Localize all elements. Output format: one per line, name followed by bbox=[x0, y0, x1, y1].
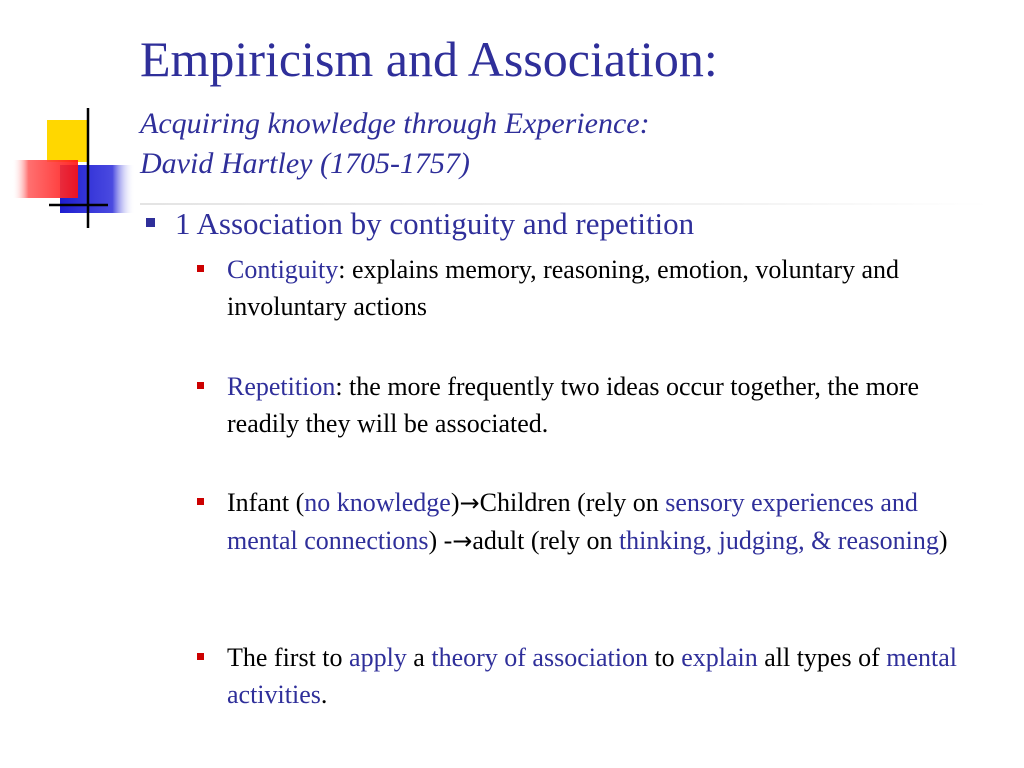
term-contiguity: Contiguity bbox=[227, 255, 339, 284]
slide-title: Empiricism and Association: bbox=[140, 31, 718, 87]
theory-highlight: theory of association bbox=[431, 643, 648, 672]
decorative-squares-logo bbox=[0, 0, 140, 240]
explain-highlight: explain bbox=[681, 643, 758, 672]
level1-bullet bbox=[140, 204, 984, 244]
bullet-marker bbox=[197, 265, 204, 272]
term-repetition: Repetition bbox=[227, 372, 336, 401]
contiguity-text: : explains memory, reasoning, emotion, voluntary and involuntary actions bbox=[227, 255, 900, 321]
bullet-repetition bbox=[197, 368, 987, 442]
apply-highlight: apply bbox=[349, 643, 407, 672]
level1-bullet-text: 1 Association by contiguity and repetition bbox=[175, 206, 695, 241]
slide-subtitle bbox=[140, 104, 650, 184]
bullet-marker bbox=[197, 382, 204, 389]
bullet-first-to-apply: The first to apply a theory of association to explain all types of mental activities. bbox=[197, 639, 987, 713]
right-arrow-icon: → bbox=[459, 489, 480, 517]
level1-bullet-marker bbox=[146, 218, 155, 227]
sensory-highlight: sensory experiences and mental connections bbox=[227, 488, 918, 555]
no-knowledge-highlight: no knowledge bbox=[304, 488, 451, 517]
bullet-marker bbox=[197, 498, 204, 505]
repetition-text: : the more frequently two ideas occur together, the more readily they will be associated. bbox=[227, 372, 920, 438]
subtitle-line-1: Acquiring knowledge through Experience: bbox=[140, 107, 650, 140]
infant-text: Infant ( bbox=[227, 488, 305, 517]
bullet-contiguity bbox=[197, 251, 987, 325]
bullet-development: Infant (no knowledge)→Children (rely on sensory experiences and mental connections) -→adult (rely on thinking, judging, & reasoning) bbox=[197, 484, 987, 560]
mental-activities-highlight: mental activities bbox=[227, 643, 958, 709]
right-arrow-icon: → bbox=[452, 527, 473, 555]
subtitle-line-2: David Hartley (1705-1757) bbox=[140, 147, 470, 180]
reasoning-highlight: thinking, judging, & reasoning bbox=[618, 526, 939, 555]
children-text: Children (rely on bbox=[479, 488, 666, 517]
bullet-marker bbox=[197, 653, 204, 660]
adult-text: adult (rely on bbox=[472, 526, 619, 555]
